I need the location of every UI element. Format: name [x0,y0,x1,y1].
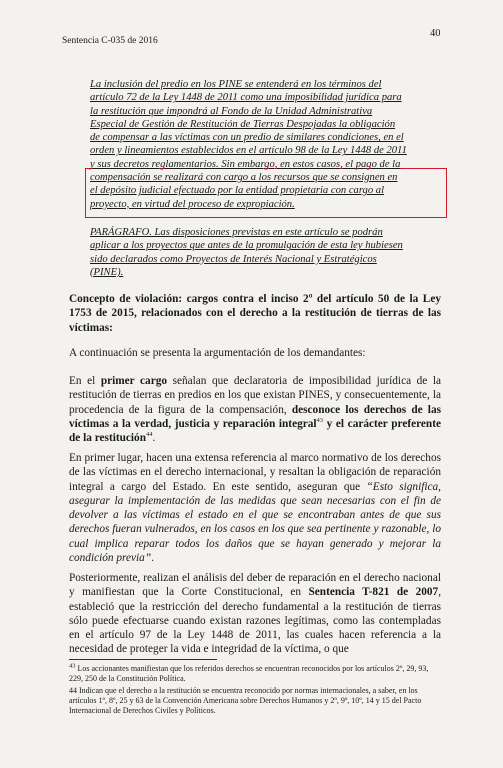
footnote-number: 44 [69,686,77,695]
paragraph-first-charge [69,374,441,445]
text-run: . [152,432,156,445]
header-title: Sentencia C-035 de 2016 [62,36,158,46]
page-number: 40 [430,28,441,39]
text-run: En primer lugar, hacen una extensa referencia al marco normativo de los derechos de las víctimas en el derecho internacional, y resaltan la obligación de reparación integral a cargo del Estado. En este sentido, aseguran que [69,452,441,493]
quote-line: artículo 72 de la Ley 1448 de 2011 como una imposibilidad jurídica para [90,92,402,104]
quote-line: sido declarados como Proyectos de Interés Nacional y Estratégicos [90,253,377,265]
text-run: señalan que declaratoria de imposibilidad jurídica de la restitución de tierras en predios en los que existan PINES, y consecuentemente, la procedencia de la figura de la compensación, [69,375,442,416]
quoted-text: “Esto significa, asegurar la implementación de las medidas que sean necesarias con el fin de devolver a las víctimas el estado en el que se encontraban antes de que sus derechos fueran vulnerados, en los casos en los que sea pertinente y razonable, lo cual implica reparar todos los daños que se hayan generado y mejorar la condición previa” [69,480,441,565]
text-run-bold: y el carácter preferente de la restitución [69,417,441,445]
text-run: , estableció que la restricción del derecho fundamental a la restitución de tierras sólo puede efectuarse cuando existan razones legítimas, como las contempladas en el artículo 97 de la Ley 1448 de 2011, las cuales hacen referencia a la necesidad de proteger la vida e integridad de la víctima, o que [69,586,442,656]
footnote-ref[interactable]: 43 [316,417,324,425]
footnote-43 [69,664,441,684]
text-run-bold: desconoce los derechos de las víctimas a la verdad, justicia y reparación integral [69,403,441,430]
quote-line: y sus decretos reglamentarios. Sin embargo, en estos casos, el pago de la [90,158,401,170]
footnote-text: Los accionantes manifiestan que los referidos derechos se encuentran reconocidos por los artículos 2º, 29, 93, 229, 250 de la Constitución Política. [69,664,429,683]
quote-line: aplicar a los proyectos que antes de la promulgación de esta ley hubiesen [90,240,403,252]
quote-line: el depósito judicial efectuado por la entidad propietaria con cargo al [90,185,385,197]
quote-line: (PINE). [90,266,124,278]
quote-line: la restitución que impondrá al Fondo de la Unidad Administrativa [90,105,373,117]
quote-line: proyecto, en virtud del proceso de expropiación. [90,198,295,210]
quote-line: La inclusión del predio en los PINE se entenderá en los términos del [90,79,382,90]
text-run: En el [69,375,101,387]
footnote-number: 43 [69,662,76,670]
footnote-ref[interactable]: 44 [145,431,153,439]
quote-line: de compensar a las víctimas con un predio de similares condiciones, en el [90,132,404,144]
footnote-44 [69,686,441,716]
quote-line: PARÁGRAFO. Las disposiciones previstas en este artículo se podrán [90,227,383,238]
quote-line: Especial de Gestión de Restitución de Tierras Despojadas la obligación [90,118,396,130]
text-run-bold: Sentencia T-821 de 2007 [308,586,439,599]
quoted-paragraph [90,226,440,279]
quote-line: compensación se realizará con cargo a los recursos que se consignen en [90,172,398,184]
text-run: Posteriormente, realizan el análisis del deber de reparación en el derecho nacional y manifiestan que la Corte Constitucional, en [69,572,441,599]
footnote-text: Indican que el derecho a la restitución se encuentra reconocido por normas internacionales, a saber, en los artículos 1º, 8º, 25 y 63 de la Convención Americana sobre Derechos Humanos y 2º, 9º, 10º, 14 y 15 del Pacto Internacional de Derechos Civiles y Políticos. [69,686,422,715]
intro-paragraph: A continuación se presenta la argumentación de los demandantes: [69,347,366,359]
paragraph-national-law [69,571,441,657]
footnote-divider [69,659,217,660]
paragraph-international-framework [69,451,441,565]
quoted-article [90,78,440,211]
text-run-bold: primer cargo [100,375,168,387]
text-run: . [151,552,154,565]
section-title: Concepto de violación: cargos contra el inciso 2º del artículo 50 de la Ley 1753 de 2015, relacionados con el derecho a la restitución de tierras de las víctimas: [69,293,441,334]
quote-line: orden y lineamientos establecidos en el artículo 98 de la Ley 1448 de 2011 [90,145,407,157]
